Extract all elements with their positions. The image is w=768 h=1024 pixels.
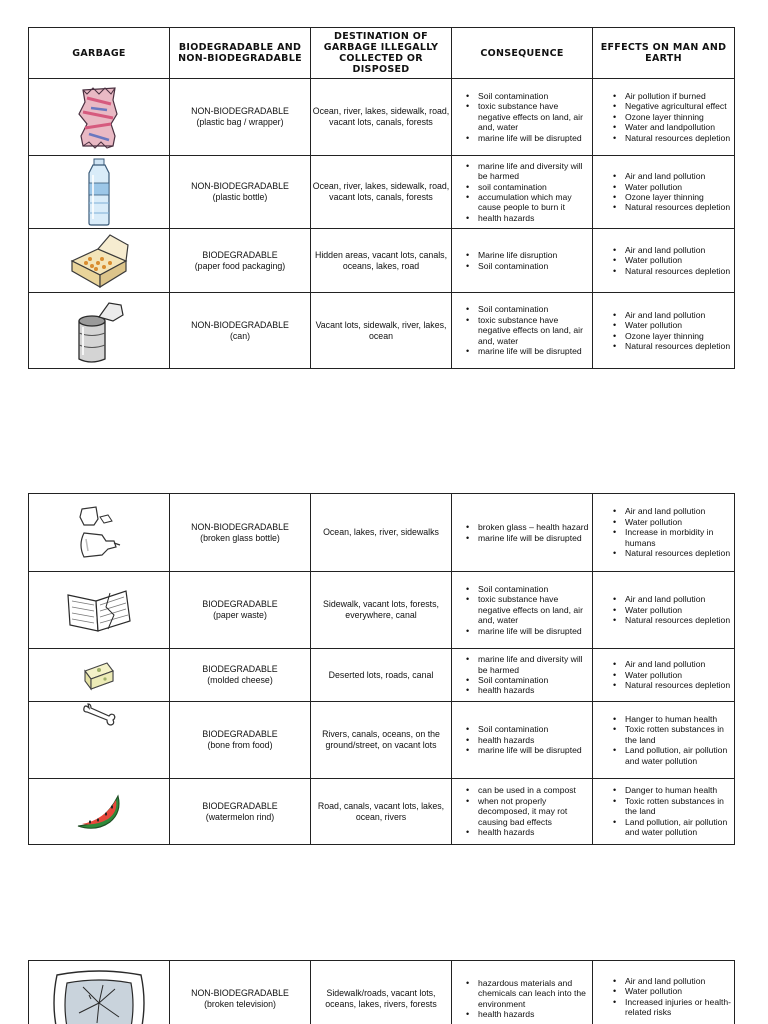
garbage-image-cell xyxy=(29,572,170,649)
list-item: • Increased injuries or health-related risks xyxy=(593,997,734,1018)
effects-list xyxy=(593,506,734,558)
consequence-cell xyxy=(452,79,593,156)
list-item: • Air and land pollution xyxy=(593,506,734,516)
effects-list xyxy=(593,171,734,213)
list-item: • Water pollution xyxy=(593,986,734,996)
effects-cell xyxy=(593,779,735,845)
destination-cell: Ocean, river, lakes, sidewalk, road, vacant lots, canals, forests xyxy=(311,156,452,229)
type-label: BIODEGRADABLE xyxy=(202,664,278,675)
consequence-cell xyxy=(452,779,593,845)
list-item: • Hanger to human health xyxy=(593,714,734,724)
list-item: • Water pollution xyxy=(593,605,734,615)
list-item: • marine life will be disrupted xyxy=(452,346,592,356)
effects-list xyxy=(593,245,734,276)
destination-cell: Sidewalk, vacant lots, forests, everywhere, canal xyxy=(311,572,452,649)
garbage-image-cell xyxy=(29,293,170,369)
garbage-type-cell xyxy=(170,293,311,369)
type-detail: (bone from food) xyxy=(207,740,273,750)
garbage-type-cell xyxy=(170,702,311,779)
watermelon-rind-icon xyxy=(29,790,169,834)
list-item: • health hazards xyxy=(452,213,592,223)
broken-glass-bottle-icon xyxy=(29,503,169,563)
table-row xyxy=(29,961,735,1024)
type-detail: (watermelon rind) xyxy=(205,811,275,822)
effects-list xyxy=(593,594,734,625)
list-item: • when not properly decomposed, it may rot causing bad effects xyxy=(452,796,592,827)
header-destination: DESTINATION OF GARBAGE ILLEGALLY COLLECTED OR DISPOSED xyxy=(311,28,452,79)
garbage-type-cell xyxy=(170,229,311,293)
cheese-icon xyxy=(29,657,169,693)
list-item: • Air and land pollution xyxy=(593,245,734,255)
effects-cell xyxy=(593,572,735,649)
list-item: • Toxic rotten substances in the land xyxy=(593,796,734,817)
effects-cell xyxy=(593,702,735,779)
list-item: • Water pollution xyxy=(593,182,734,192)
type-label: NON-BIODEGRADABLE xyxy=(191,106,289,117)
tin-can-icon xyxy=(29,297,169,365)
list-item: • broken glass – health hazard xyxy=(452,522,592,532)
list-item: • Water and landpollution xyxy=(593,122,734,132)
plastic-bag-icon xyxy=(29,84,169,150)
list-item: • Soil contamination xyxy=(452,724,592,734)
garbage-table-1 xyxy=(28,27,735,369)
effects-cell xyxy=(593,79,735,156)
list-item: • health hazards xyxy=(452,685,592,695)
type-detail: (broken glass bottle) xyxy=(200,532,280,543)
list-item: • can be used in a compost xyxy=(452,785,592,795)
list-item: • Air and land pollution xyxy=(593,171,734,181)
list-item: • Air and land pollution xyxy=(593,659,734,669)
list-item: • Land pollution, air pollution and water pollution xyxy=(593,817,734,838)
effects-list xyxy=(593,785,734,837)
effects-list xyxy=(593,91,734,143)
type-detail: (plastic bottle) xyxy=(212,192,268,202)
consequence-cell xyxy=(452,572,593,649)
table-row xyxy=(29,293,735,369)
list-item: • Natural resources depletion xyxy=(593,615,734,625)
garbage-image-cell xyxy=(29,702,170,779)
list-item: • marine life and diversity will be harmed xyxy=(452,161,592,182)
type-detail: (can) xyxy=(229,330,251,341)
table-row xyxy=(29,779,735,845)
consequence-cell xyxy=(452,293,593,369)
garbage-type-cell xyxy=(170,649,311,702)
paper-waste-icon xyxy=(29,585,169,635)
list-item: • toxic substance have negative effects on land, air and, water xyxy=(452,101,592,132)
table-row xyxy=(29,649,735,702)
list-item: • marine life will be disrupted xyxy=(452,533,592,543)
header-consequence: CONSEQUENCE xyxy=(452,28,593,79)
type-detail: (paper food packaging) xyxy=(194,260,286,271)
consequence-list xyxy=(452,584,592,636)
destination-cell: Ocean, river, lakes, sidewalk, road, vacant lots, canals, forests xyxy=(311,79,452,156)
consequence-list xyxy=(452,91,592,143)
effects-list xyxy=(593,714,734,766)
garbage-image-cell xyxy=(29,961,170,1024)
table-row xyxy=(29,156,735,229)
list-item: • marine life and diversity will be harmed xyxy=(452,654,592,675)
list-item: • Natural resources depletion xyxy=(593,680,734,690)
garbage-image-cell xyxy=(29,649,170,702)
garbage-table-3 xyxy=(28,960,735,1024)
list-item: • marine life will be disrupted xyxy=(452,626,592,636)
list-item: • Marine life disruption xyxy=(452,250,592,260)
list-item: • Danger to human health xyxy=(593,785,734,795)
effects-list xyxy=(593,976,734,1018)
garbage-type-cell xyxy=(170,779,311,845)
destination-cell: Ocean, lakes, river, sidewalks xyxy=(311,494,452,572)
header-garbage: GARBAGE xyxy=(29,28,170,79)
destination-cell: Hidden areas, vacant lots, canals, oceans, lakes, road xyxy=(311,229,452,293)
effects-cell xyxy=(593,494,735,572)
list-item: • Soil contamination xyxy=(452,91,592,101)
type-detail: (paper waste) xyxy=(213,610,267,620)
table-row xyxy=(29,229,735,293)
list-item: • marine life will be disrupted xyxy=(452,745,592,755)
effects-cell xyxy=(593,156,735,229)
destination-cell: Vacant lots, sidewalk, river, lakes, ocean xyxy=(311,293,452,369)
type-label: NON-BIODEGRADABLE xyxy=(191,181,289,192)
list-item: • Water pollution xyxy=(593,517,734,527)
consequence-list xyxy=(452,250,592,271)
garbage-type-cell xyxy=(170,79,311,156)
type-label: BIODEGRADABLE xyxy=(202,249,278,260)
list-item: • Ozone layer thinning xyxy=(593,331,734,341)
list-item: • Air and land pollution xyxy=(593,594,734,604)
type-label: NON-BIODEGRADABLE xyxy=(191,521,289,532)
list-item: • Water pollution xyxy=(593,320,734,330)
list-item: • Natural resources depletion xyxy=(593,133,734,143)
list-item: • Water pollution xyxy=(593,670,734,680)
consequence-cell xyxy=(452,961,593,1024)
table-header-row xyxy=(29,28,735,79)
list-item: • Air pollution if burned xyxy=(593,91,734,101)
list-item: • soil contamination xyxy=(452,182,592,192)
consequence-cell xyxy=(452,156,593,229)
effects-list xyxy=(593,310,734,352)
table-row xyxy=(29,494,735,572)
consequence-list xyxy=(452,522,592,543)
consequence-list xyxy=(452,654,592,696)
consequence-list xyxy=(452,161,592,223)
list-item: • Natural resources depletion xyxy=(593,202,734,212)
garbage-type-cell xyxy=(170,156,311,229)
garbage-table-2 xyxy=(28,493,735,845)
garbage-image-cell xyxy=(29,494,170,572)
consequence-list xyxy=(452,724,592,755)
table-row xyxy=(29,572,735,649)
table-row xyxy=(29,79,735,156)
header-type: BIODEGRADABLE AND NON-BIODEGRADABLE xyxy=(170,28,311,79)
list-item: • Natural resources depletion xyxy=(593,548,734,558)
consequence-cell xyxy=(452,702,593,779)
type-label: BIODEGRADABLE xyxy=(202,599,278,610)
type-label: NON-BIODEGRADABLE xyxy=(191,988,289,998)
list-item: • Land pollution, air pollution and water pollution xyxy=(593,745,734,766)
list-item: • hazardous materials and chemicals can leach into the environment xyxy=(452,978,592,1009)
garbage-type-cell xyxy=(170,572,311,649)
list-item: • Natural resources depletion xyxy=(593,266,734,276)
effects-cell xyxy=(593,293,735,369)
consequence-cell xyxy=(452,649,593,702)
list-item: • health hazards xyxy=(452,827,592,837)
list-item: • Toxic rotten substances in the land xyxy=(593,724,734,745)
type-label: BIODEGRADABLE xyxy=(202,800,278,811)
effects-cell xyxy=(593,649,735,702)
consequence-list xyxy=(452,304,592,356)
list-item: • Water pollution xyxy=(593,255,734,265)
type-detail: (broken television) xyxy=(204,998,276,1009)
type-label: NON-BIODEGRADABLE xyxy=(191,319,289,330)
table-row xyxy=(29,702,735,779)
garbage-type-cell xyxy=(170,961,311,1024)
effects-cell xyxy=(593,229,735,293)
list-item: • Soil contamination xyxy=(452,584,592,594)
bone-icon xyxy=(29,702,169,728)
garbage-image-cell xyxy=(29,79,170,156)
effects-list xyxy=(593,659,734,690)
list-item: • marine life will be disrupted xyxy=(452,133,592,143)
list-item: • toxic substance have negative effects on land, air and, water xyxy=(452,315,592,346)
list-item: • Air and land pollution xyxy=(593,976,734,986)
type-label: BIODEGRADABLE xyxy=(202,729,278,740)
destination-cell: Sidewalk/roads, vacant lots, oceans, lakes, rivers, forests xyxy=(311,961,452,1024)
garbage-image-cell xyxy=(29,779,170,845)
header-effects: EFFECTS ON MAN AND EARTH xyxy=(593,28,735,79)
list-item: • health hazards xyxy=(452,1009,592,1019)
list-item: • Soil contamination xyxy=(452,304,592,314)
food-box-icon xyxy=(29,231,169,291)
list-item: • Air and land pollution xyxy=(593,310,734,320)
destination-cell: Deserted lots, roads, canal xyxy=(311,649,452,702)
broken-television-icon xyxy=(29,961,169,1024)
list-item: • health hazards xyxy=(452,735,592,745)
list-item: • toxic substance have negative effects on land, air and, water xyxy=(452,594,592,625)
destination-cell: Rivers, canals, oceans, on the ground/street, on vacant lots xyxy=(311,702,452,779)
consequence-cell xyxy=(452,494,593,572)
garbage-image-cell xyxy=(29,229,170,293)
type-detail: (molded cheese) xyxy=(207,675,273,685)
list-item: • Natural resources depletion xyxy=(593,341,734,351)
type-detail: (plastic bag / wrapper) xyxy=(196,117,284,127)
list-item: • Ozone layer thinning xyxy=(593,192,734,202)
list-item: • accumulation which may cause people to burn it xyxy=(452,192,592,213)
consequence-list xyxy=(452,978,592,1020)
destination-cell: Road, canals, vacant lots, lakes, ocean, rivers xyxy=(311,779,452,845)
list-item: • Soil contamination xyxy=(452,675,592,685)
garbage-type-cell xyxy=(170,494,311,572)
consequence-list xyxy=(452,785,592,837)
list-item: • Ozone layer thinning xyxy=(593,112,734,122)
consequence-cell xyxy=(452,229,593,293)
list-item: • Increase in morbidity in humans xyxy=(593,527,734,548)
plastic-bottle-icon xyxy=(29,157,169,227)
effects-cell xyxy=(593,961,735,1024)
garbage-image-cell xyxy=(29,156,170,229)
list-item: • Soil contamination xyxy=(452,261,592,271)
list-item: • Negative agricultural effect xyxy=(593,101,734,111)
